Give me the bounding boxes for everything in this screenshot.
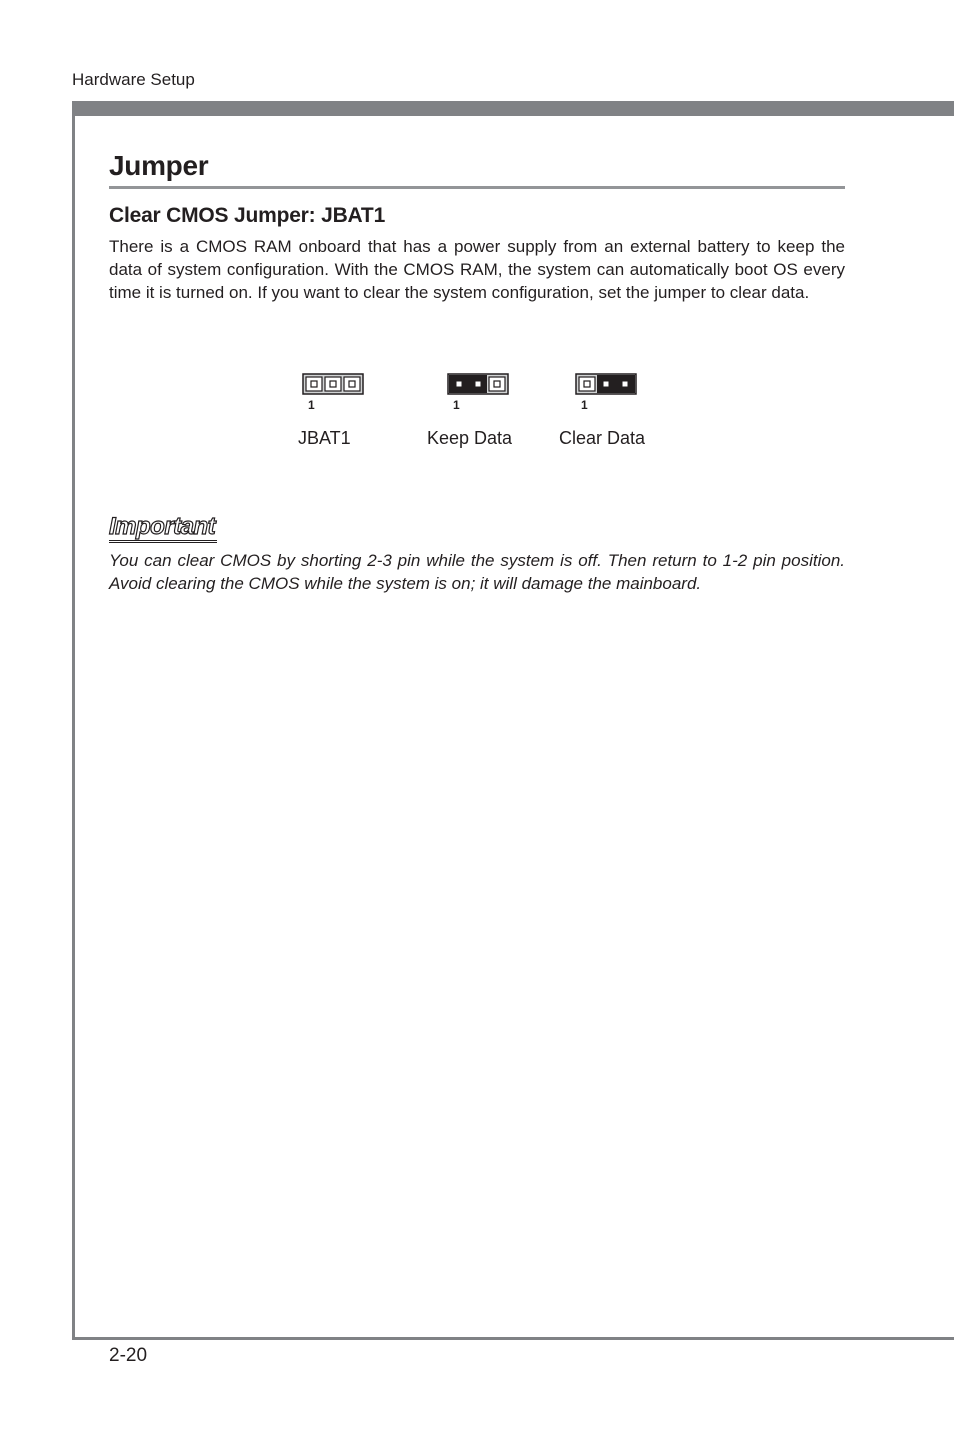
jumper-clear-icon <box>575 373 637 419</box>
jbat1-label: JBAT1 <box>298 428 351 448</box>
pin-one-mark: 1 <box>453 398 460 412</box>
jumper-clear-data <box>559 373 695 448</box>
section-label: Hardware Setup <box>72 70 195 89</box>
jumper-keep-icon <box>447 373 509 419</box>
page-content <box>109 148 845 593</box>
bottom-rule <box>72 1337 954 1340</box>
pin-one-mark: 1 <box>308 398 315 412</box>
keep-data-label: Keep Data <box>427 428 513 448</box>
jumper-figure <box>109 373 845 463</box>
intro-paragraph: There is a CMOS RAM onboard that has a power supply from an external battery to keep the data of system configuration. With the CMOS RAM, the system can automatically boot OS every time it is turned on. If you want to clear the system configuration, set the jumper to clear data. <box>109 237 845 302</box>
section-heading: Clear CMOS Jumper: JBAT1 <box>109 204 386 227</box>
jumper-open-icon <box>302 373 364 419</box>
header-bar <box>72 101 954 116</box>
important-note <box>109 514 845 595</box>
jumper-jbat1 <box>298 373 422 448</box>
jumper-keep-data <box>427 373 567 448</box>
page-title: Jumper <box>109 148 845 189</box>
clear-data-label: Clear Data <box>559 428 646 448</box>
important-heading: Important <box>109 514 217 543</box>
left-rule <box>72 101 75 1340</box>
pin-one-mark: 1 <box>581 398 588 412</box>
important-text: You can clear CMOS by shorting 2-3 pin while the system is off. Then return to 1-2 pin position. Avoid clearing the CMOS while the system is on; it will damage the mainboard. <box>109 551 845 593</box>
page-number: 2-20 <box>109 1345 148 1366</box>
